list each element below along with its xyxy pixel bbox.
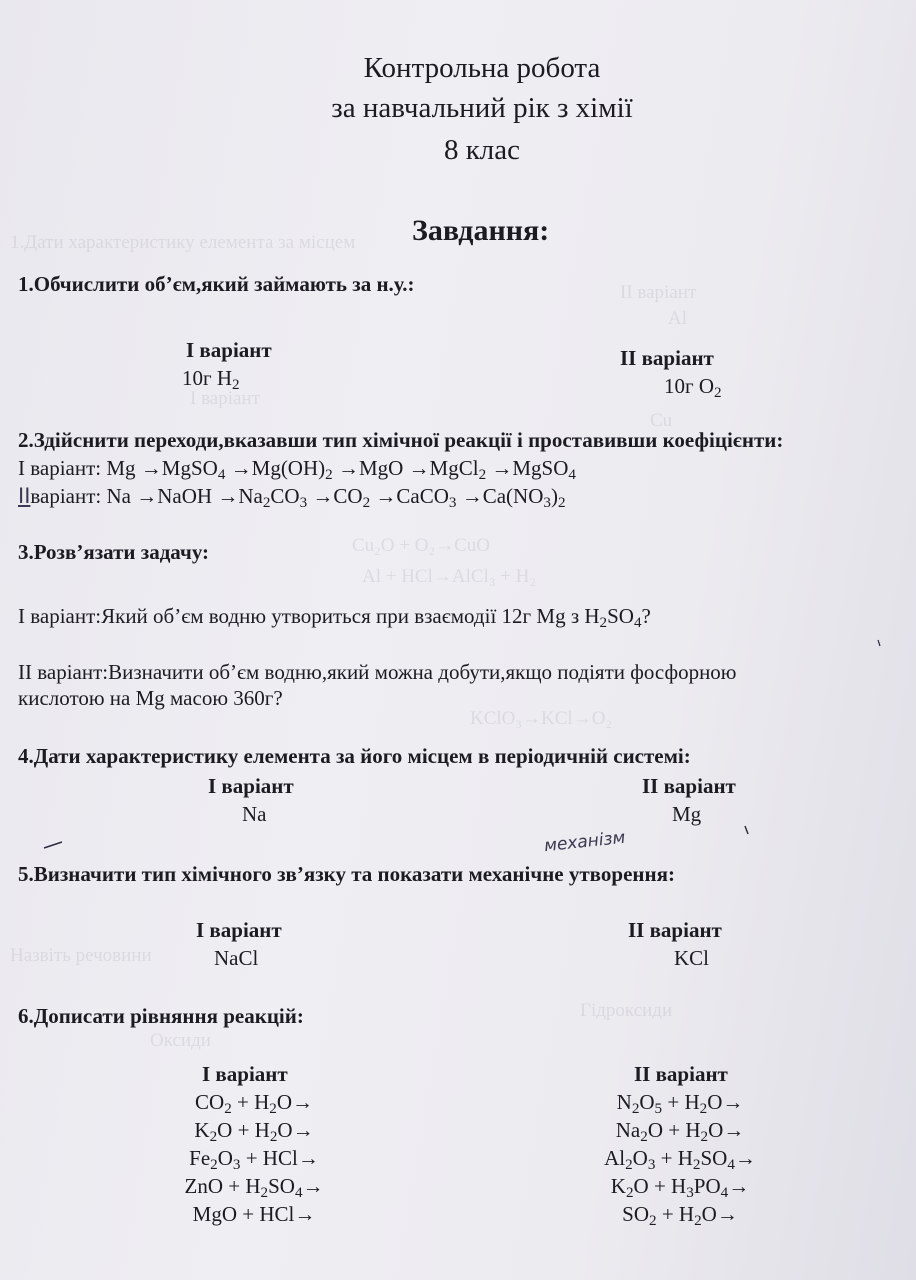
- equation-v2-4: $K_2O + H_3PO_4\to$: [610, 1174, 750, 1201]
- task-1-variant-1-value: 10г $H_2$: [182, 366, 240, 393]
- ghost-text: Cu₂O + O₂→CuO: [352, 535, 490, 556]
- task-1-variant-2-value: 10г $O_2$: [664, 374, 722, 401]
- pen-mark: [745, 826, 748, 834]
- task-6-variant-2-label: ІІ варіант: [634, 1062, 728, 1086]
- task-3-variant-2-line-2: кислотою на Mg масою 360г?: [18, 686, 283, 710]
- title-line-1: Контрольна робота: [363, 52, 601, 84]
- task-1-variant-2-label: ІІ варіант: [620, 346, 714, 370]
- ghost-text: Cu: [650, 410, 673, 431]
- title-line-3: 8 клас: [443, 134, 521, 166]
- task-4-variant-1-element: Na: [242, 802, 267, 826]
- ghost-text: Al: [668, 308, 687, 329]
- handwritten-roman-two: ІІ: [18, 484, 31, 508]
- handwritten-note: механізм: [543, 827, 627, 857]
- task-5-text: 5.Визначити тип хімічного зв’язку та показати механічне утворення:: [18, 862, 675, 886]
- task-2-text: 2.Здійснити переходи,вказавши тип хімічної реакції і проставивши коефіцієнти:: [18, 428, 784, 452]
- task-2-variant-1-chain: І варіант: Mg →MgSO$_4$ $\to Mg(OH)_2 \to MgO$ →MgCl$_2$ →MgSO$_4$: [18, 456, 576, 483]
- task-4-variant-2-element: Mg: [672, 802, 702, 826]
- ghost-text: Назвіть речовини: [10, 945, 152, 966]
- equation-v2-1: $N_2O_5 + H_2O\to$: [616, 1090, 744, 1117]
- pen-mark: [44, 842, 62, 848]
- task-3-variant-2-line-1: ІІ варіант:Визначити об’єм водню,який можна добути,якщо подіяти фосфорною: [18, 660, 737, 684]
- task-6-variant-1-label: І варіант: [202, 1062, 288, 1086]
- task-5-variant-2-compound: KCl: [674, 946, 710, 970]
- tasks-heading: Завдання:: [412, 214, 550, 247]
- task-1-text: 1.Обчислити об’єм,який займають за н.у.:: [18, 272, 415, 296]
- ghost-text: Оксиди: [150, 1030, 211, 1051]
- equation-v2-5: $SO_2 + H_2O\to$: [622, 1202, 738, 1229]
- task-4-variant-2-label: ІІ варіант: [642, 774, 736, 798]
- task-5-variant-1-compound: NaCl: [214, 946, 259, 970]
- equation-v1-5: MgO + HCl→: [192, 1202, 316, 1226]
- equation-v1-1: $CO_2 + H_2O\to$: [195, 1090, 313, 1117]
- task-2-variant-2-chain: ІІваріант: Na →NaOH $\to Na_2CO_3 \to CO_2$ →CaCO$_3$ $\to Ca(NO_3)_2$: [18, 484, 566, 511]
- task-3-variant-1-text: І варіант:Який об’єм водню утвориться при взаємодії 12г Mg з $H_2SO_4$?: [18, 604, 651, 631]
- ghost-text: І варіант: [190, 388, 260, 409]
- task-5-variant-1-label: І варіант: [196, 918, 282, 942]
- task-4-text: 4.Дати характеристику елемента за його місцем в періодичній системі:: [18, 744, 691, 768]
- task-3-text: 3.Розв’язати задачу:: [18, 540, 210, 564]
- ghost-text: 1.Дати характеристику елемента за місцем: [10, 232, 356, 253]
- equation-v1-2: $K_2O + H_2O\to$: [194, 1118, 314, 1145]
- equation-v1-3: $Fe_2O_3 + HCl\to$: [189, 1146, 319, 1173]
- ghost-text: Гідроксиди: [580, 1000, 673, 1021]
- equation-v1-4: ZnO + $H_2SO_4\to$: [184, 1174, 324, 1201]
- equation-v2-2: $Na_2O + H_2O\to$: [615, 1118, 745, 1145]
- ghost-text: Al + HCl→AlCl₃ + H₂: [362, 566, 537, 587]
- task-6-text: 6.Дописати рівняння реакцій:: [18, 1004, 304, 1028]
- title-line-2: за навчальний рік з хімії: [331, 92, 633, 124]
- pen-mark: [878, 640, 880, 646]
- task-4-variant-1-label: І варіант: [208, 774, 294, 798]
- ghost-text: KClO₃→KCl→O₂: [470, 708, 613, 729]
- task-5-variant-2-label: ІІ варіант: [628, 918, 722, 942]
- equation-v2-3: $Al_2O_3 + H_2SO_4\to$: [604, 1146, 756, 1173]
- ghost-text: ІІ варіант: [620, 282, 697, 303]
- task-1-variant-1-label: І варіант: [186, 338, 272, 362]
